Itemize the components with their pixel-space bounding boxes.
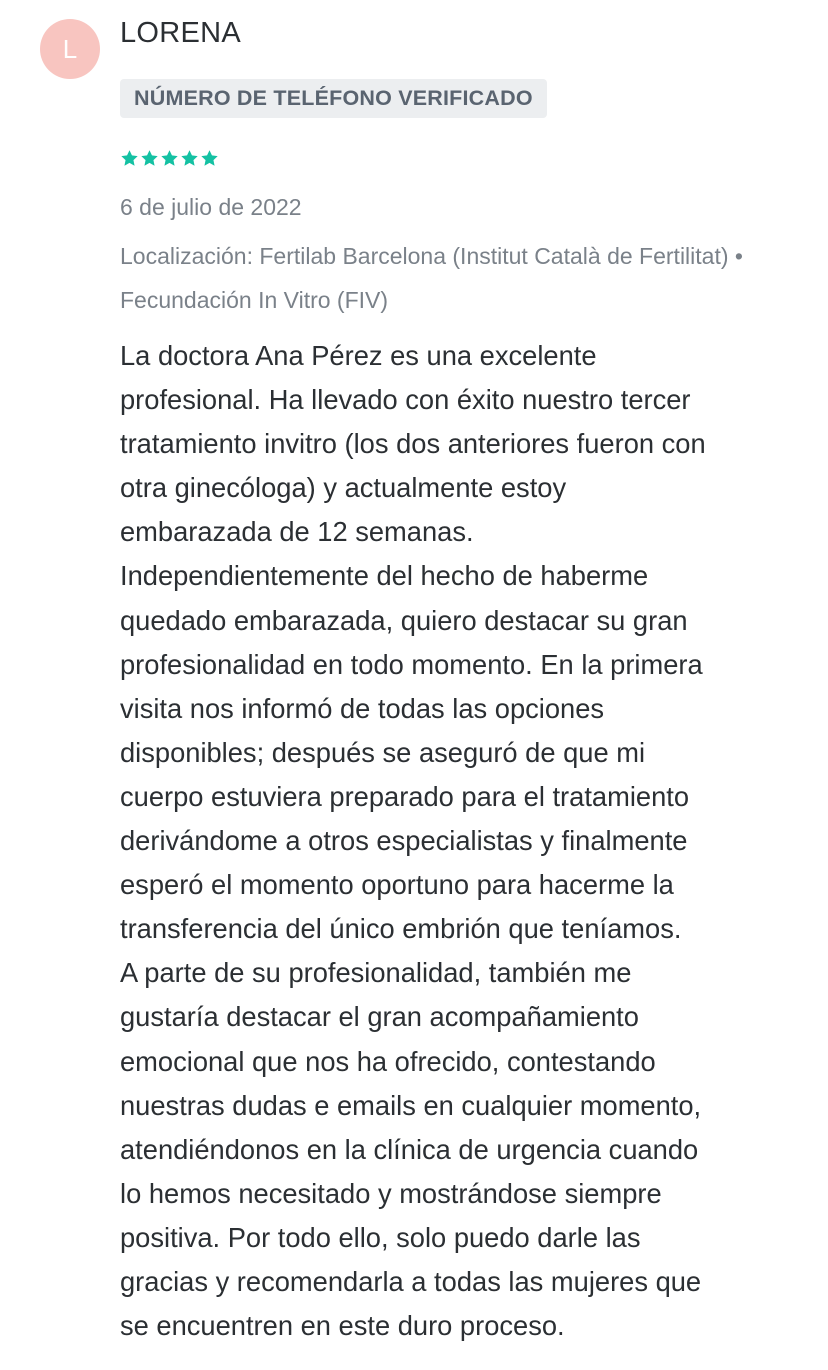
review-text-line: cuerpo estuviera preparado para el tratamiento: [120, 780, 690, 812]
verified-badge-label: NÚMERO DE TELÉFONO VERIFICADO: [134, 86, 533, 110]
review-text-line: profesionalidad en todo momento. En la primera: [120, 648, 703, 680]
review-text-line: gracias y recomendarla a todas las mujeres que: [120, 1265, 702, 1297]
review-text-line: atendiéndonos en la clínica de urgencia cuando: [120, 1133, 699, 1165]
avatar: L: [40, 19, 100, 79]
review-text-line: esperó el momento oportuno para hacerme la: [120, 869, 674, 901]
review-text-line: se encuentren en este duro proceso.: [120, 1310, 565, 1342]
star-icon: [200, 149, 219, 168]
review-text-line: positiva. Por todo ello, solo puedo darle las: [120, 1221, 641, 1253]
review-text-line: lo hemos necesitado y mostrándose siempre: [120, 1177, 662, 1209]
star-icon: [140, 149, 159, 168]
review-text-line: profesional. Ha llevado con éxito nuestro tercer: [120, 384, 691, 416]
star-icon: [160, 149, 179, 168]
review-date: 6 de julio de 2022: [120, 194, 302, 220]
review-text-line: gustaría destacar el gran acompañamiento: [120, 1001, 639, 1033]
review-text-line: transferencia del único embrión que teníamos.: [120, 913, 682, 945]
review-text-line: visita nos informó de todas las opciones: [120, 692, 605, 724]
star-icon: [180, 149, 199, 168]
review-text-line: tratamiento invitro (los dos anteriores fueron con: [120, 428, 706, 460]
review-text-line: otra ginecóloga) y actualmente estoy: [120, 472, 567, 504]
review-text-line: derivándome a otros especialistas y finalmente: [120, 825, 688, 857]
review-text: [120, 334, 780, 1348]
review-text-line: quedado embarazada, quiero destacar su gran: [120, 604, 688, 636]
star-rating: [120, 149, 219, 168]
star-icon: [120, 149, 139, 168]
reviewer-name: LORENA: [120, 17, 242, 49]
review-text-line: nuestras dudas e emails en cualquier momento,: [120, 1089, 702, 1121]
review-location: Localización: Fertilab Barcelona (Institut Català de Fertilitat) • Fecundación In Vitro (FIV): [120, 243, 743, 313]
review-text-line: A parte de su profesionalidad, también me: [120, 957, 632, 989]
review-text-line: emocional que nos ha ofrecido, contestando: [120, 1045, 656, 1077]
review-text-line: disponibles; después se aseguró de que mi: [120, 736, 646, 768]
verified-phone-badge: [120, 79, 547, 118]
review-text-line: embarazada de 12 semanas.: [120, 516, 474, 548]
review-text-line: La doctora Ana Pérez es una excelente: [120, 340, 597, 371]
review-text-line: Independientemente del hecho de haberme: [120, 560, 649, 592]
